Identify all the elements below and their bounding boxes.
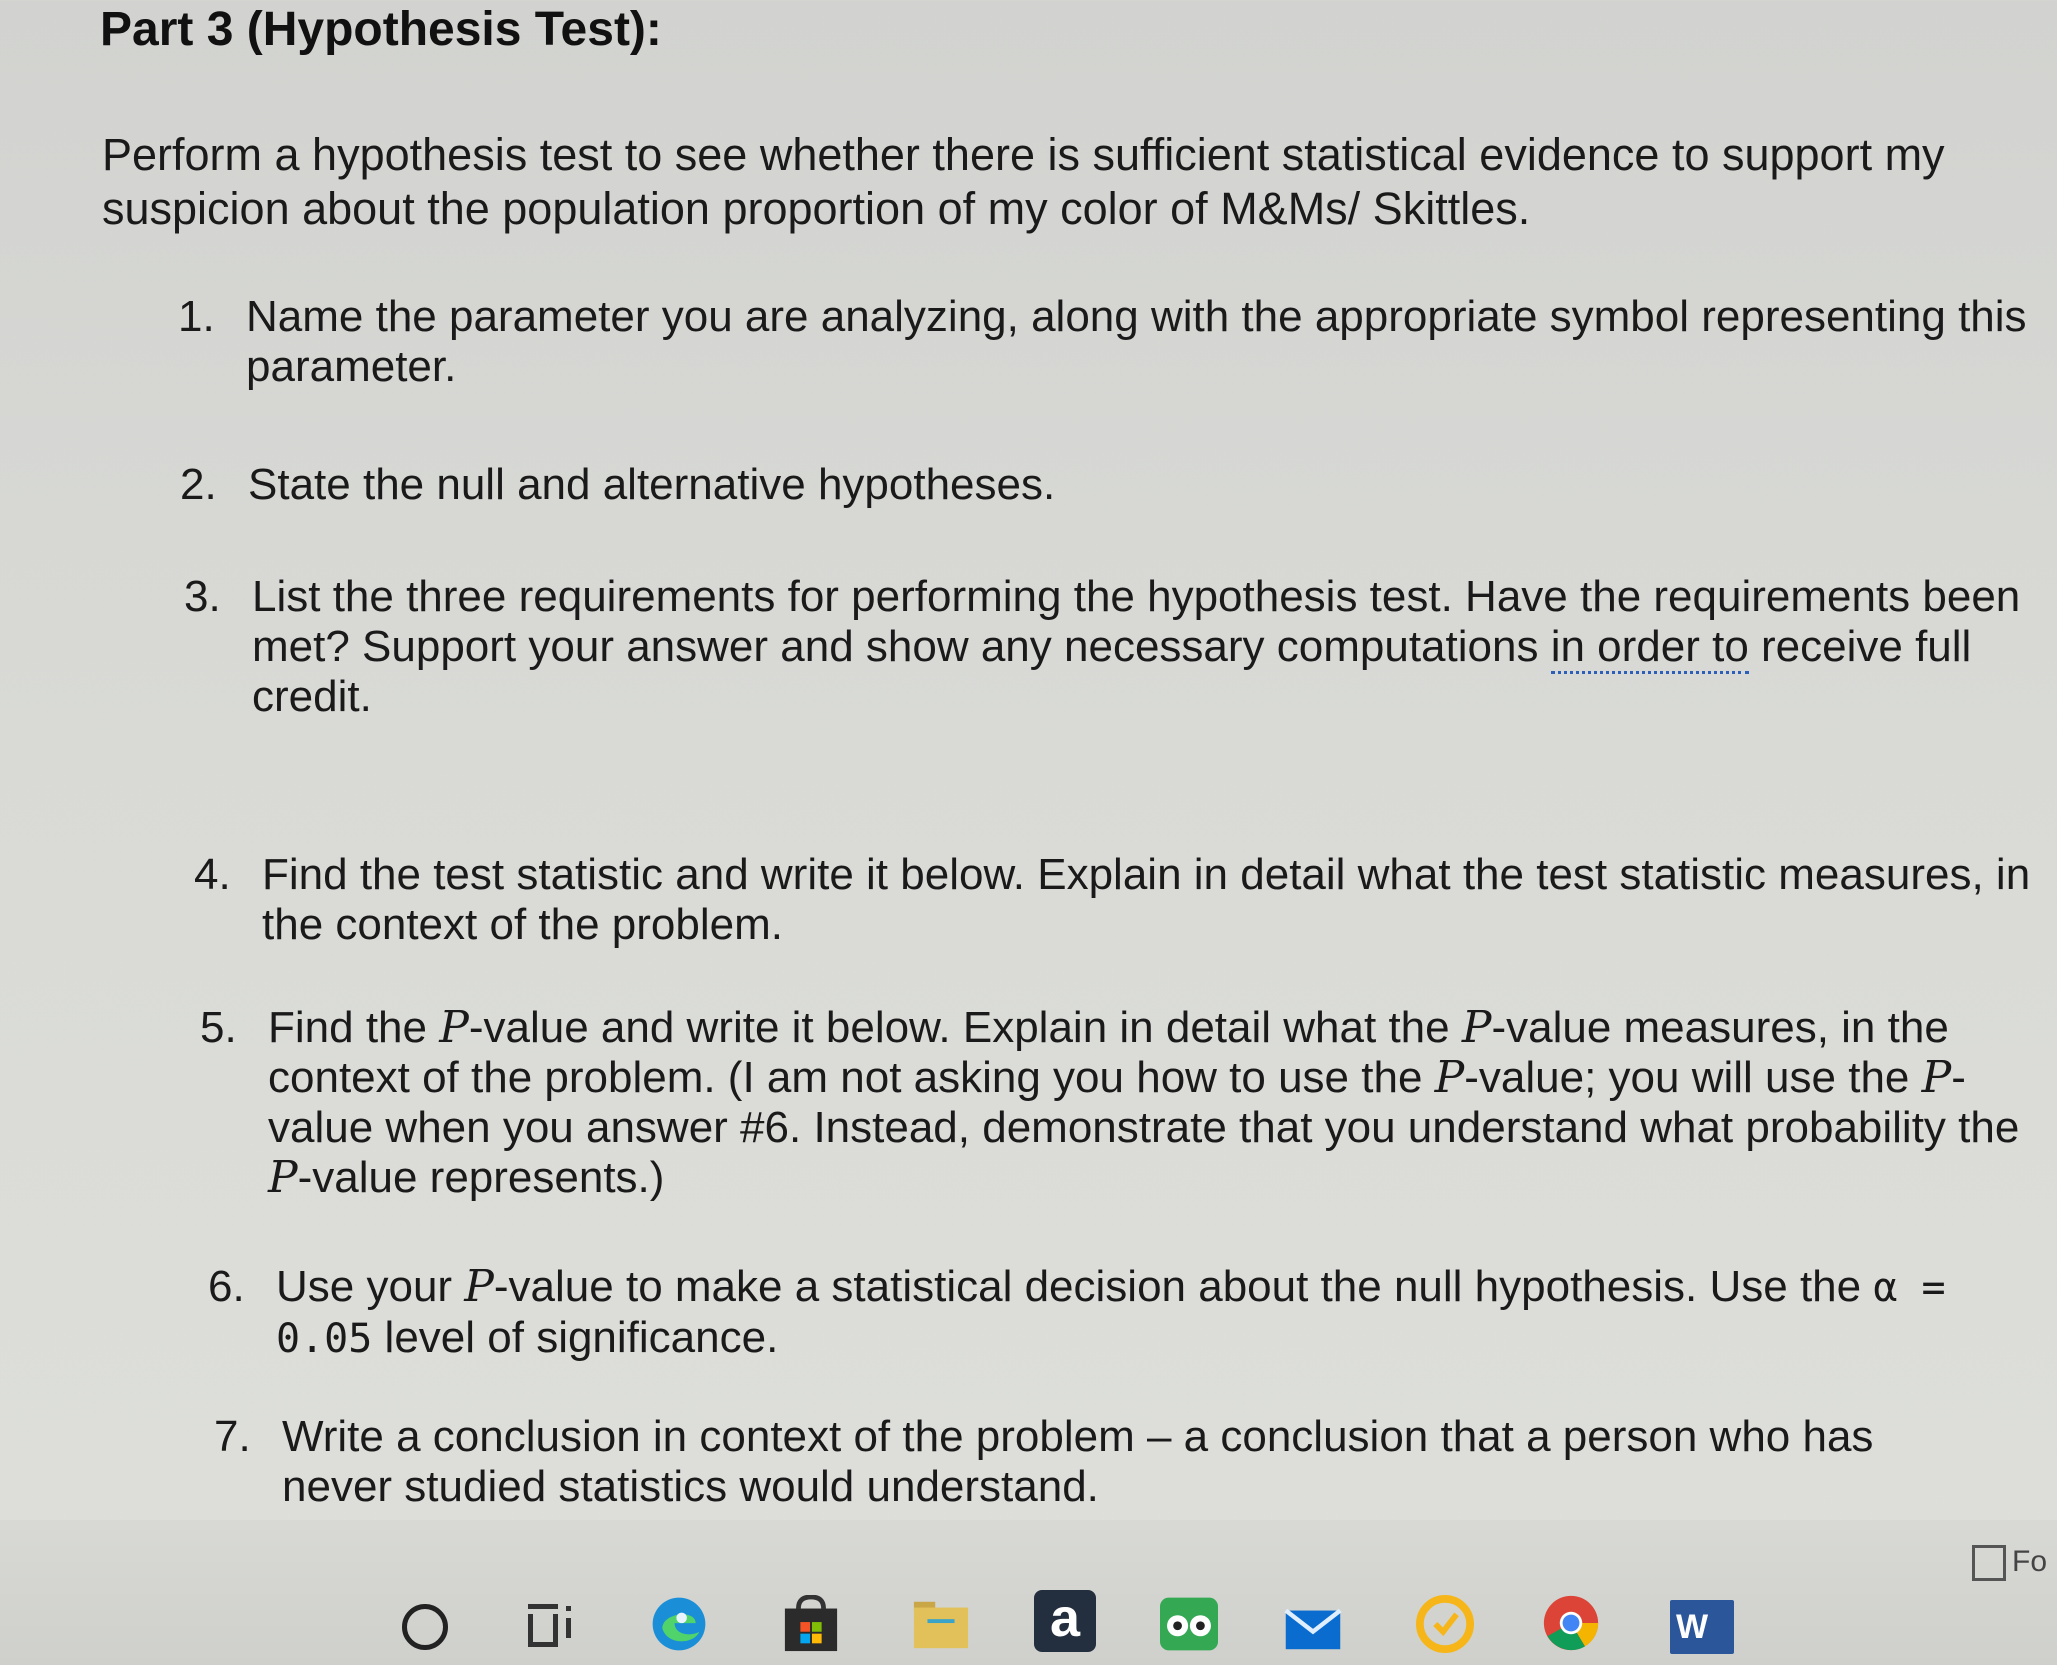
edge-icon[interactable] bbox=[650, 1595, 708, 1653]
p-symbol: P bbox=[464, 1261, 494, 1312]
tripadvisor-icon[interactable] bbox=[1160, 1595, 1218, 1653]
question-7 bbox=[214, 1412, 1994, 1512]
question-5 bbox=[200, 1003, 2050, 1203]
p-symbol: P bbox=[1434, 1052, 1465, 1103]
proofing-underline-phrase[interactable]: in order to bbox=[1551, 622, 1749, 674]
word-icon[interactable]: W bbox=[1670, 1600, 1734, 1654]
question-number: 6. bbox=[208, 1262, 245, 1311]
question-6 bbox=[208, 1262, 1988, 1364]
system-tray[interactable] bbox=[1972, 1545, 2047, 1581]
question-text: Use your bbox=[276, 1262, 465, 1311]
tray-text: Fo bbox=[2012, 1545, 2048, 1578]
question-text: Find the bbox=[268, 1003, 440, 1052]
question-text: Find the test statistic and write it below. Explain in detail what the test statistic measures, in the context of the problem. bbox=[262, 850, 2031, 949]
question-1 bbox=[178, 292, 2057, 392]
search-icon[interactable] bbox=[402, 1604, 448, 1650]
chrome-icon[interactable] bbox=[1542, 1594, 1600, 1652]
question-text-end: receive full credit. bbox=[252, 622, 1972, 721]
question-number: 7. bbox=[214, 1412, 251, 1461]
question-number: 5. bbox=[200, 1003, 237, 1052]
amazon-icon[interactable]: a bbox=[1034, 1590, 1096, 1652]
notification-icon[interactable] bbox=[1972, 1545, 2006, 1581]
question-text: -value and write it below. Explain in detail what the bbox=[468, 1003, 1462, 1052]
p-symbol: P bbox=[1921, 1052, 1952, 1103]
question-text: -value measures, in the context of the problem. (I am not asking you how to use the bbox=[268, 1003, 1949, 1102]
question-text: -value to make a statistical decision about the null hypothesis. Use the bbox=[493, 1262, 1874, 1311]
question-text: -value; you will use the bbox=[1464, 1053, 1922, 1102]
question-text: -value when you answer #6. Instead, demonstrate that you understand what probability the bbox=[268, 1053, 2020, 1152]
file-explorer-icon[interactable] bbox=[912, 1595, 970, 1653]
p-symbol: P bbox=[1461, 1002, 1492, 1053]
taskbar bbox=[0, 1520, 2057, 1665]
question-text: State the null and alternative hypotheses. bbox=[248, 460, 1056, 509]
page-title: Part 3 (Hypothesis Test): bbox=[100, 3, 662, 56]
question-number: 1. bbox=[178, 292, 215, 341]
task-view-icon[interactable] bbox=[528, 1604, 572, 1648]
question-number: 2. bbox=[180, 460, 217, 509]
question-text: -value represents.) bbox=[297, 1153, 665, 1202]
question-2 bbox=[180, 460, 2057, 510]
question-3 bbox=[184, 572, 2044, 722]
p-symbol: P bbox=[439, 1002, 469, 1053]
question-text: Name the parameter you are analyzing, along with the appropriate symbol representing this parameter. bbox=[246, 292, 2027, 391]
question-number: 4. bbox=[194, 850, 231, 899]
alpha-level: α = 0.05 bbox=[276, 1265, 1946, 1362]
question-4 bbox=[194, 850, 2044, 950]
store-icon[interactable] bbox=[782, 1595, 840, 1653]
norton-icon[interactable] bbox=[1416, 1595, 1474, 1653]
question-number: 3. bbox=[184, 572, 221, 621]
question-text: List the three requirements for performing the hypothesis test. Have the requirements been met? Support your answer and show any necessary computations bbox=[252, 572, 2021, 671]
question-text: Write a conclusion in context of the problem – a conclusion that a person who has never studied statistics would understand. bbox=[282, 1412, 1874, 1511]
mail-icon[interactable] bbox=[1284, 1600, 1342, 1658]
p-symbol: P bbox=[268, 1152, 298, 1203]
question-text: level of significance. bbox=[372, 1313, 779, 1362]
intro-paragraph: Perform a hypothesis test to see whether there is sufficient statistical evidence to support my suspicion about the population proportion of my color of M&Ms/ Skittles. bbox=[102, 129, 1945, 234]
